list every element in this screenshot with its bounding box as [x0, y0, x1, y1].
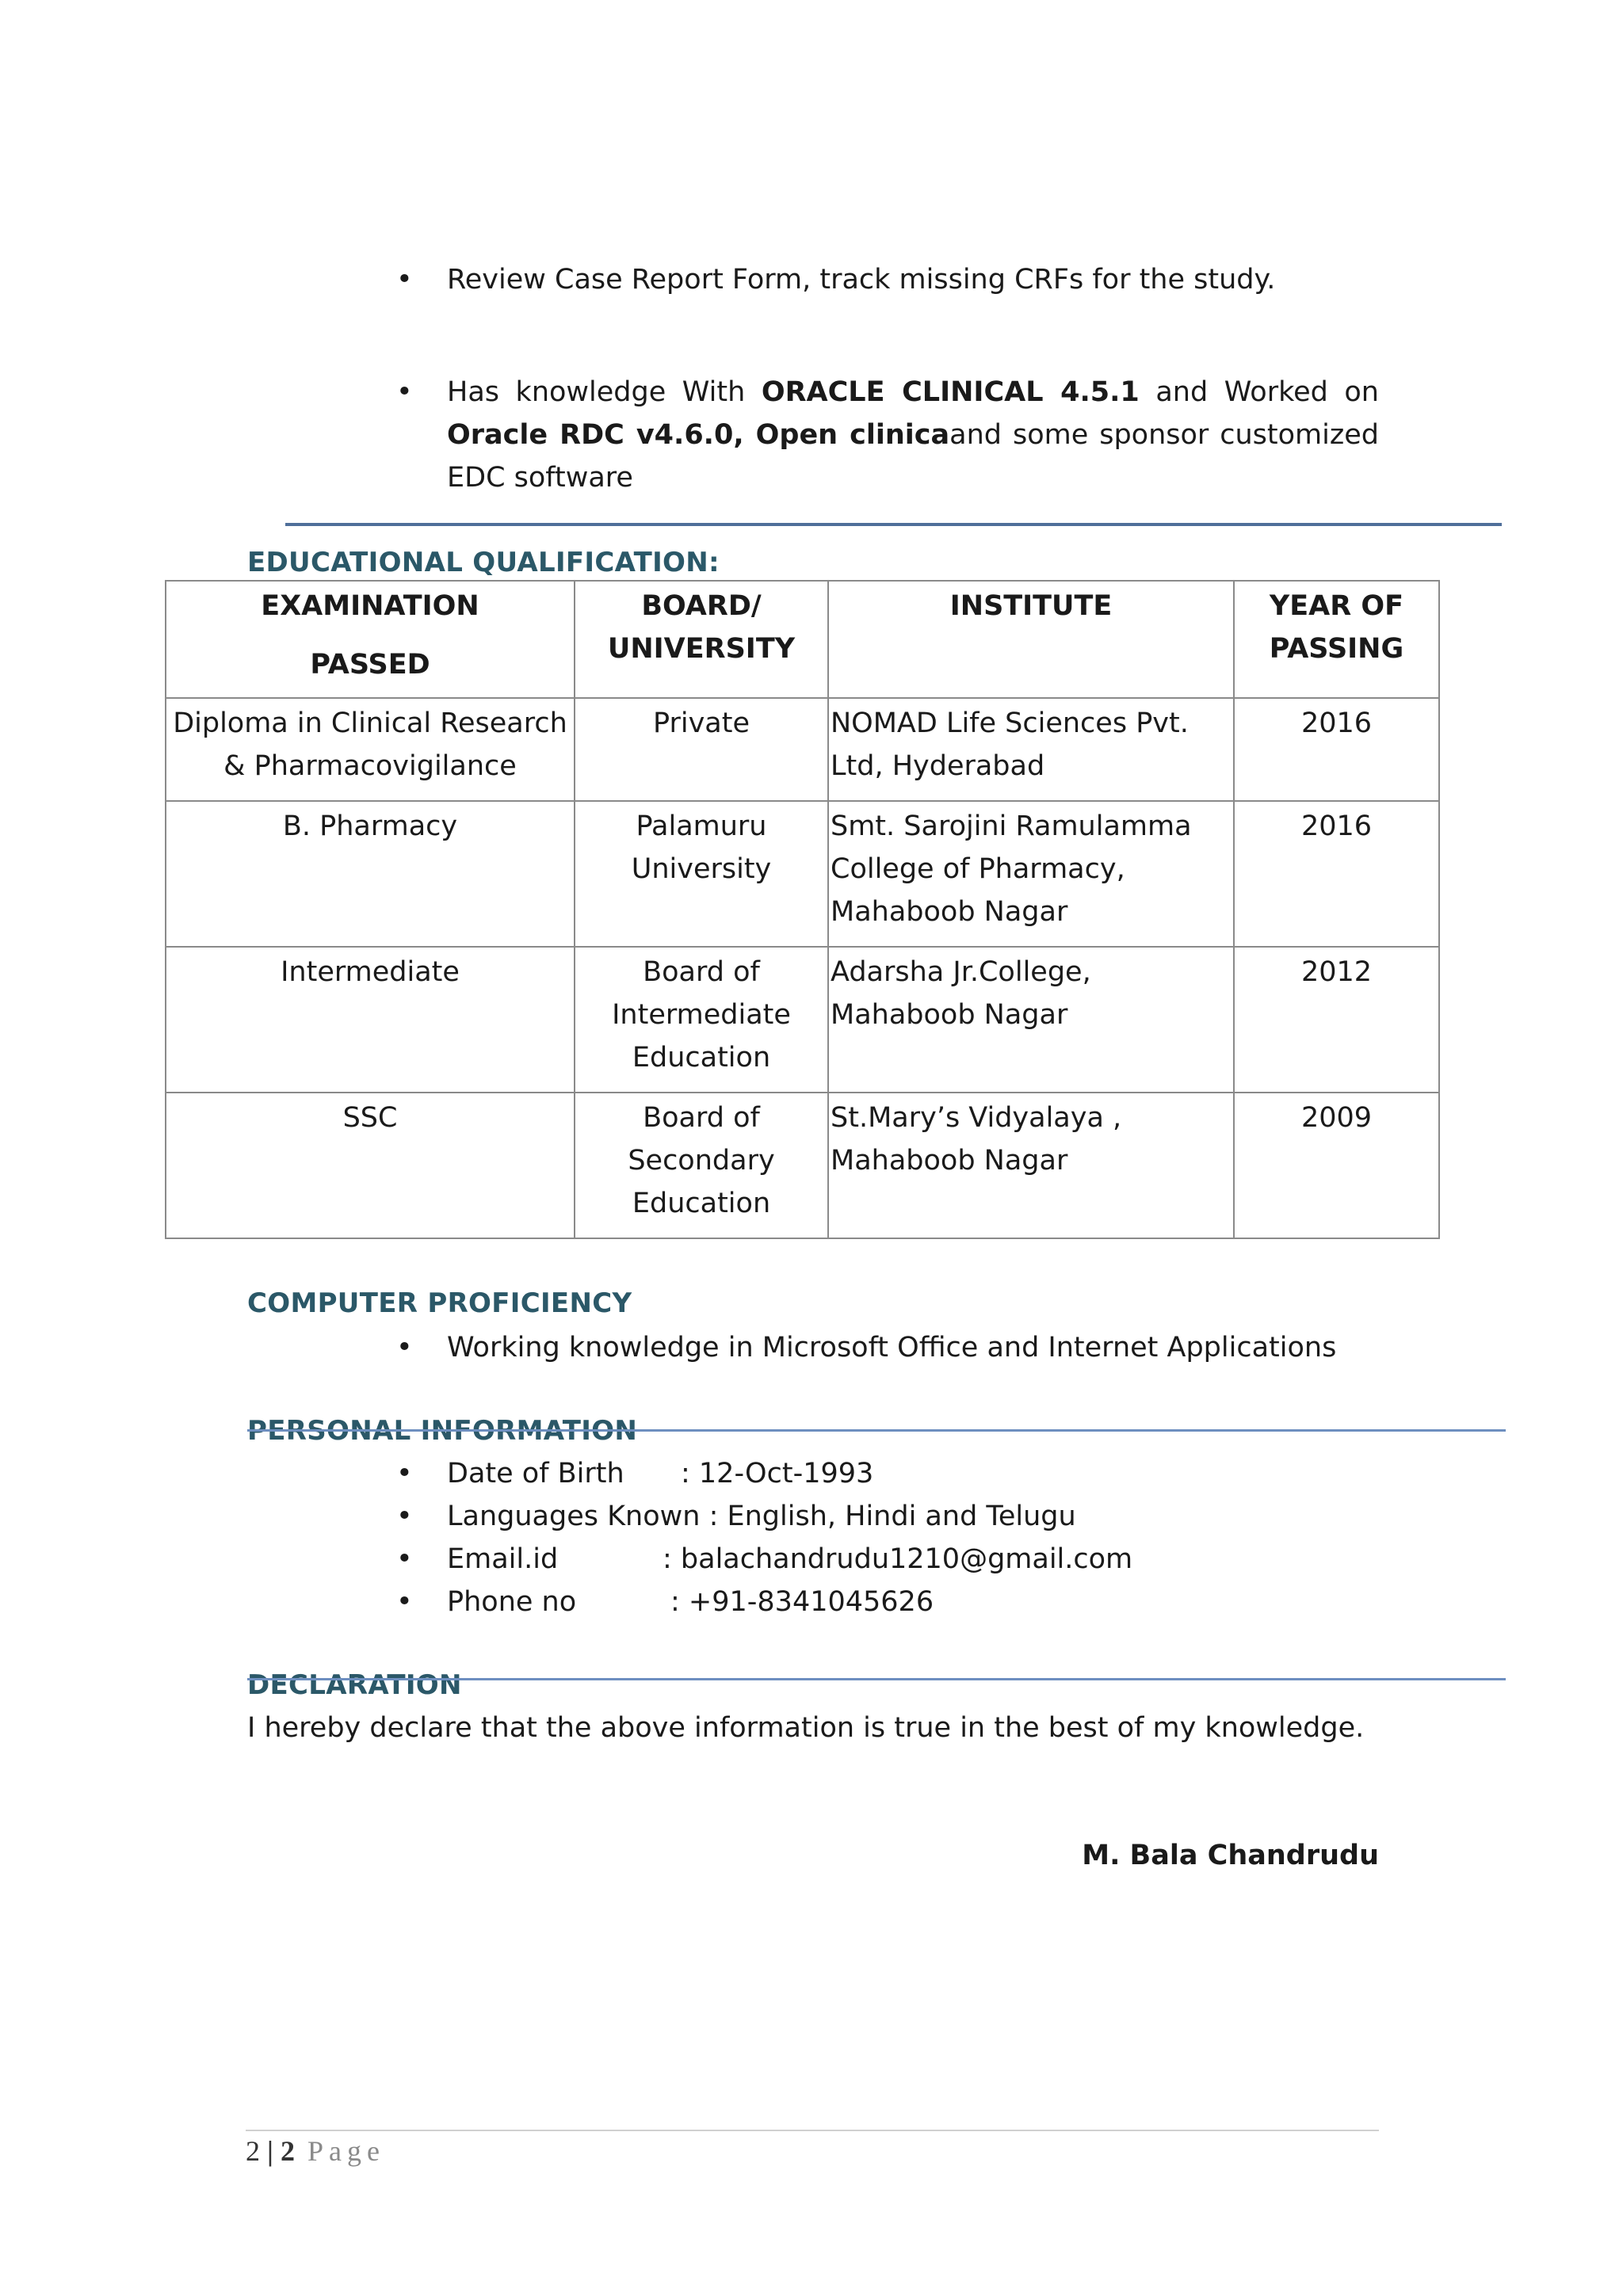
cell-year: 2016 [1234, 801, 1439, 947]
header-year: YEAR OF PASSING [1234, 581, 1439, 698]
field-label: Email.id [447, 1543, 559, 1575]
table-row [166, 1093, 1439, 1238]
text-run: Has knowledge With [447, 376, 762, 408]
header-board: BOARD/ UNIVERSITY [575, 581, 828, 698]
field-label: Phone no [447, 1586, 577, 1618]
table-row [166, 801, 1439, 947]
page-total: 2 [280, 2135, 295, 2167]
header-institute: INSTITUTE [828, 581, 1234, 698]
declaration-heading: DECLARATION [247, 1669, 462, 1701]
list-item [396, 1495, 1426, 1538]
bullet-text [447, 371, 1379, 499]
cell-exam: Diploma in Clinical Research & Pharmacovigilance [166, 698, 575, 801]
cell-institute: St.Mary’s Vidyalaya , Mahaboob Nagar [828, 1093, 1234, 1238]
education-heading: EDUCATIONAL QUALIFICATION: [247, 547, 720, 578]
list-item [396, 371, 1379, 499]
footer-divider [246, 2130, 1379, 2131]
personal-list [396, 1452, 1426, 1623]
list-item [396, 1452, 1426, 1495]
field-label: Date of Birth [447, 1458, 624, 1489]
field-value: : +91-8341045626 [670, 1586, 934, 1618]
page-separator: | [260, 2135, 281, 2167]
cell-board: Board of Intermediate Education [575, 947, 828, 1093]
section-divider [247, 1429, 1506, 1432]
cell-exam: Intermediate [166, 947, 575, 1093]
cell-year: 2009 [1234, 1093, 1439, 1238]
list-item [396, 258, 1379, 301]
text-run-bold: ORACLE CLINICAL 4.5.1 [761, 376, 1140, 408]
header-exam: EXAMINATION PASSED [166, 581, 575, 698]
personal-heading: PERSONAL INFORMATION [247, 1415, 638, 1447]
field-value: : 12-Oct-1993 [681, 1458, 874, 1489]
declaration-text: I hereby declare that the above information is true in the best of my knowledge. [247, 1712, 1365, 1744]
cell-exam: SSC [166, 1093, 575, 1238]
list-item [396, 1581, 1426, 1623]
cell-board: Private [575, 698, 828, 801]
education-table [165, 580, 1440, 1239]
table-row [166, 698, 1439, 801]
page-footer [246, 2131, 385, 2171]
cell-year: 2016 [1234, 698, 1439, 801]
field-value: : balachandrudu1210@gmail.com [663, 1543, 1133, 1575]
cell-exam: B. Pharmacy [166, 801, 575, 947]
bullet-text: Review Case Report Form, track missing CRFs for the study. [447, 264, 1276, 296]
field-value: : English, Hindi and Telugu [708, 1501, 1076, 1532]
section-divider [285, 523, 1502, 526]
section-divider [247, 1678, 1506, 1680]
cell-board: Palamuru University [575, 801, 828, 947]
computer-list [396, 1326, 1426, 1369]
cell-institute: Smt. Sarojini Ramulamma College of Pharmacy, Mahaboob Nagar [828, 801, 1234, 947]
text-run-bold: Oracle RDC v4.6.0, Open clinica [447, 419, 950, 451]
cell-year: 2012 [1234, 947, 1439, 1093]
cell-institute: NOMAD Life Sciences Pvt. Ltd, Hyderabad [828, 698, 1234, 801]
list-item: • Working knowledge in Microsoft Office and Internet Applications [396, 1326, 1426, 1369]
responsibility-list [396, 258, 1379, 301]
software-list [396, 371, 1379, 499]
page-word: Page [294, 2135, 385, 2167]
text-run: and Worked on [1139, 376, 1379, 408]
field-label: Languages Known [447, 1501, 701, 1532]
table-header-row [166, 581, 1439, 698]
computer-heading: COMPUTER PROFICIENCY [247, 1287, 632, 1319]
list-item [396, 1538, 1426, 1581]
signature: M. Bala Chandrudu [1082, 1840, 1379, 1871]
text-run: and some sponsor customized EDC software [447, 419, 1379, 494]
cell-board: Board of Secondary Education [575, 1093, 828, 1238]
cell-institute: Adarsha Jr.College, Mahaboob Nagar [828, 947, 1234, 1093]
page-current: 2 [246, 2135, 260, 2167]
table-row [166, 947, 1439, 1093]
